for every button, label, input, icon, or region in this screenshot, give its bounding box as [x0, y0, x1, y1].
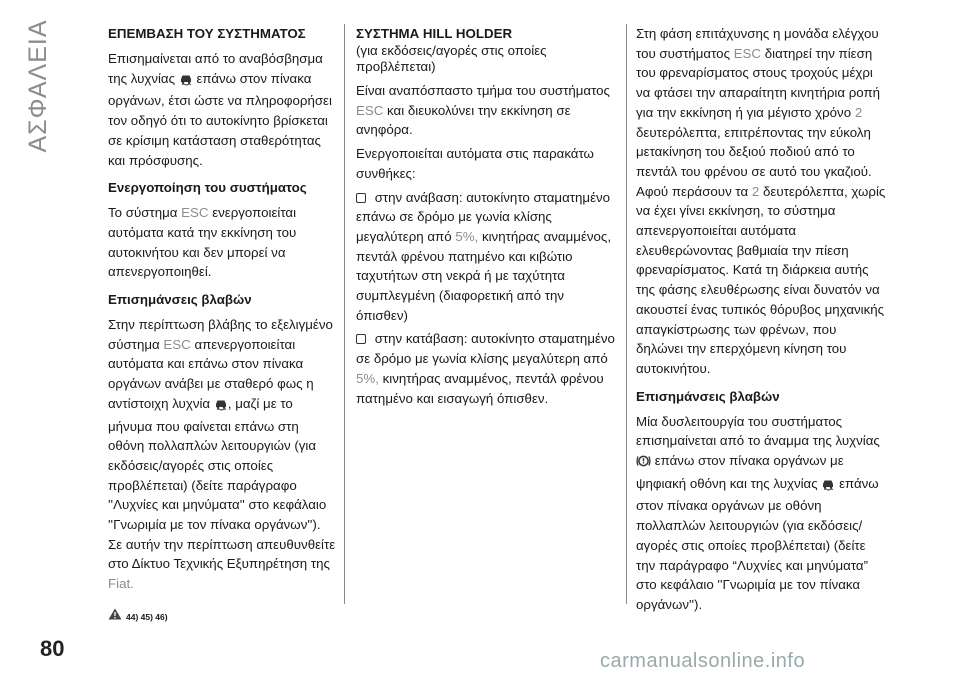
paragraph-conditions: Ενεργοποιείται αυτόματα στις παρακάτω συνθήκες: — [356, 146, 594, 181]
page-number: 80 — [40, 636, 65, 661]
heading-system-intervention: ΕΠΕΜΒΑΣΗ ΤΟΥ ΣΥΣΤΗΜΑΤΟΣ — [108, 26, 306, 41]
side-tab — [0, 0, 72, 678]
column-1 — [108, 24, 338, 628]
esc-skid-car-icon — [214, 397, 228, 417]
paragraph-hill-intro: Είναι αναπόσπαστο τμήμα του συστήματος ESC και διευκολύνει την εκκίνηση σε ανηφόρα. — [356, 83, 610, 138]
esc-skid-car-icon — [179, 72, 193, 92]
section-title: ΑΣΦΑΛΕΙΑ — [24, 19, 52, 153]
bullet-downhill: στην κατάβαση: αυτοκίνητο σταματημένο σε δρόμο με γωνία κλίσης μεγαλύτερη από 5%, κινητήρας αναμμένος, πεντάλ φρένου πατημένο και εισαγωγή όπισθεν. — [356, 331, 615, 406]
bullet-uphill: στην ανάβαση: αυτοκίνητο σταματημένο επάνω σε δρόμο με γωνία κλίσης μεγαλύτερη από 5%, κινητήρας αναμμένος, πεντάλ φρένου πατημένο και κιβώτιο ταχυτήτων στη νεκρά ή με ταχύτητα συμπλεγμένη (διαφορετική από την όπισθεν) — [356, 189, 612, 323]
subheading-versions: (για εκδόσεις/αγορές στις οποίες προβλέπεται) — [356, 43, 547, 74]
bullet-square-icon — [356, 334, 366, 344]
paragraph-activation: Το σύστημα ESC ενεργοποιείται αυτόματα κατά την εκκίνηση του αυτοκινήτου και δεν μπορεί να απενεργοποιηθεί. — [108, 205, 297, 280]
paragraph-fault: Στην περίπτωση βλάβης το εξελιγμένο σύστημα ESC απενεργοποιείται αυτόματα και επάνω στον πίνακα οργάνων ανάβει με σταθερό φως η αντίστοιχη λυχνία , μαζί με το μήνυμα που φαίνεται επάνω στη οθόνη πολλαπλών λειτουργιών (για εκδόσεις/αγορές στις οποίες προβλέπεται) (δείτε παράγραφο ''Λυχνίες και μηνύματα'' στο κεφάλαιο ''Γνωριμία με τον πίνακα οργάνων''). Σε αυτήν την περίπτωση απευθυνθείτε στο Δίκτυο Τεχνικής Εξυπηρέτηση της Fiat. — [108, 317, 336, 592]
column-2 — [356, 24, 616, 412]
paragraph-acceleration: Στη φάση επιτάχυνσης η μονάδα ελέγχου του συστήματος ESC διατηρεί την πίεση του φρεναρίσματος στους τροχούς μέχρι να φτάσει την απαραίτητη κινητήρια ροπή για την εκκίνηση ή για μέγιστο χρόνο 2 δευτερόλεπτα, επιτρέποντας την εύκολη μετακίνηση του δεξιού ποδιού από το πεντάλ του φρένου σε αυτό του γκαζιού. Αφού περάσουν τα 2 δευτερόλεπτα, χωρίς να έχει γίνει εκκίνηση, το σύστημα απενεργοποιείται αυτόματα ελευθερώνοντας βαθμιαία την πίεση φρεναρίσματος. Κατά τη διάρκεια αυτής της φάσης ελευθέρωσης είναι δυνατόν να ακουστεί ένας τυπικός θόρυβος μηχανικής απαγκίστρωσης των φρένων, που δηλώνει την επερχόμενη κίνηση του αυτοκινήτου. — [636, 26, 886, 376]
paragraph-intro: Επισημαίνεται από το αναβόσβησμα της λυχνίας επάνω στον πίνακα οργάνων, έτσι ώστε να πληροφορήσει τον οδηγό ότι το αυτοκίνητο βρίσκεται σε κρίσιμη κατάσταση σταθερότητας και πρόσφυσης. — [108, 51, 332, 168]
watermark: carmanualsonline.info — [600, 650, 806, 672]
subheading-activation: Ενεργοποίηση του συστήματος — [108, 180, 307, 196]
column-3 — [636, 24, 886, 619]
paragraph-fault-hill: Μία δυσλειτουργία του συστήματος επισημαίνεται από το άναμμα της λυχνίας επάνω στον πίνακα οργάνων με ψηφιακή οθόνη και της λυχνίας επάνω στον πίνακα οργάνων με οθόνη πολλαπλών λειτουργιών (για εκδόσεις/αγορές στις οποίες προβλέπεται) (δείτε την παράγραφο “Λυχνίες και μηνύματα” στο κεφάλαιο ''Γνωριμία με τον πίνακα οργάνων''). — [636, 413, 880, 612]
bullet-square-icon — [356, 193, 366, 203]
brake-system-warning-icon — [636, 454, 651, 474]
column-divider — [626, 24, 627, 604]
esc-skid-car-icon — [821, 477, 835, 497]
heading-hill-holder: ΣΥΣΤΗΜΑ HILL HOLDER — [356, 26, 513, 41]
warning-references: 44) 45) 46) — [108, 608, 338, 628]
warning-triangle-icon — [108, 608, 122, 628]
column-divider — [344, 24, 345, 604]
subheading-fault-warnings: Επισημάνσεις βλαβών — [636, 388, 780, 404]
subheading-fault-warnings: Επισημάνσεις βλαβών — [108, 292, 252, 308]
